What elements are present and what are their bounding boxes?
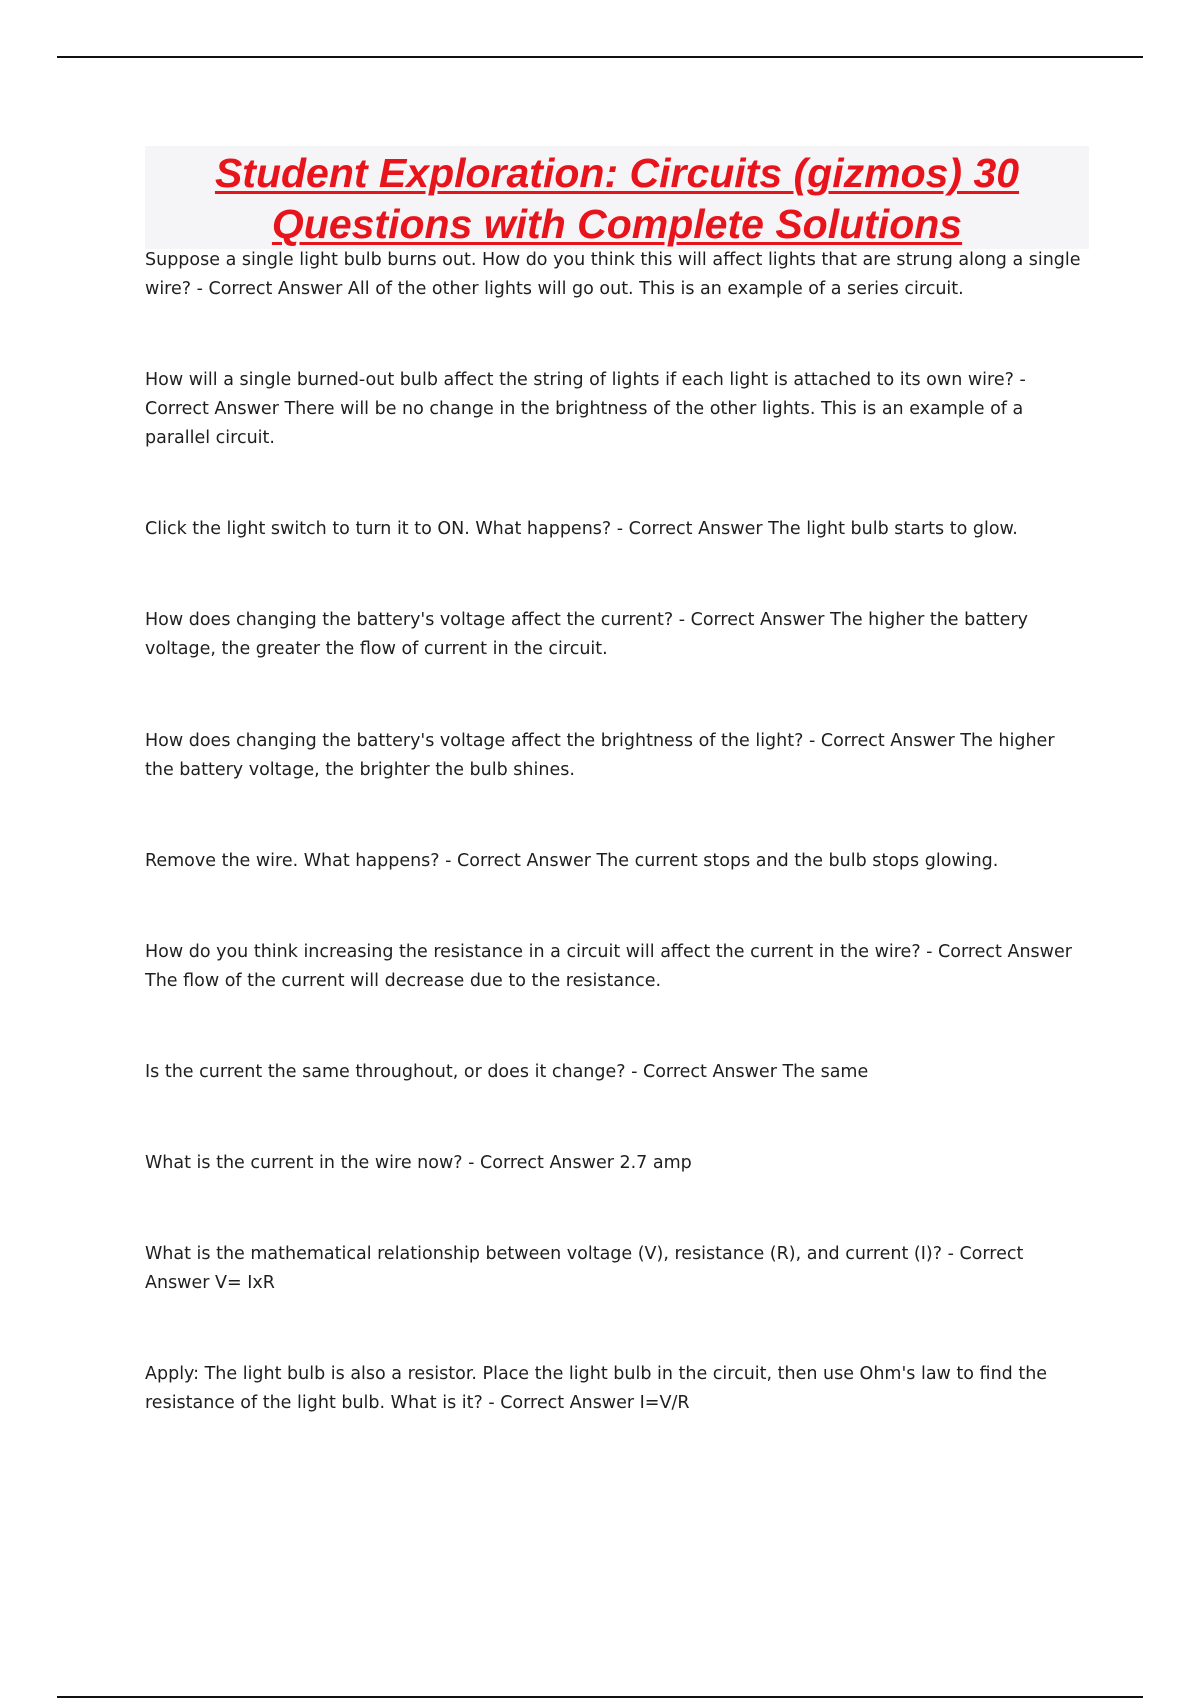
qa-item-3: Click the light switch to turn it to ON. What happens? - Correct Answer The light bulb starts to glow. [145, 519, 1018, 539]
document-title: Student Exploration: Circuits (gizmos) 30 Questions with Complete Solutions [214, 150, 1020, 247]
qa-item-1: Suppose a single light bulb burns out. How do you think this will affect lights that are strung along a single wire? - Correct Answer All of the other lights will go out. This is an example of a series circuit. [145, 250, 1081, 299]
qa-item-5: How does changing the battery's voltage affect the brightness of the light? - Correct Answer The higher the battery voltage, the brighter the bulb shines. [145, 731, 1055, 780]
qa-item-6: Remove the wire. What happens? - Correct Answer The current stops and the bulb stops glowing. [145, 851, 999, 871]
title-banner [145, 146, 1089, 249]
top-rule [57, 56, 1143, 58]
bottom-rule [57, 1696, 1143, 1698]
qa-item-2: How will a single burned-out bulb affect the string of lights if each light is attached to its own wire? - Correct Answer There will be no change in the brightness of the other lights. This is an example of a parallel circuit. [145, 370, 1026, 448]
qa-item-10: What is the mathematical relationship between voltage (V), resistance (R), and current (I)? - Correct Answer V= IxR [145, 1244, 1024, 1293]
qa-item-11: Apply: The light bulb is also a resistor. Place the light bulb in the circuit, then use Ohm's law to find the resistance of the light bulb. What is it? - Correct Answer I=V/R [145, 1364, 1048, 1413]
qa-item-7: How do you think increasing the resistance in a circuit will affect the current in the wire? - Correct Answer The flow of the current will decrease due to the resistance. [145, 942, 1072, 991]
qa-item-4: How does changing the battery's voltage affect the current? - Correct Answer The higher the battery voltage, the greater the flow of current in the circuit. [145, 610, 1028, 659]
qa-item-8: Is the current the same throughout, or does it change? - Correct Answer The same [145, 1062, 869, 1082]
qa-item-9: What is the current in the wire now? - Correct Answer 2.7 amp [145, 1153, 692, 1173]
